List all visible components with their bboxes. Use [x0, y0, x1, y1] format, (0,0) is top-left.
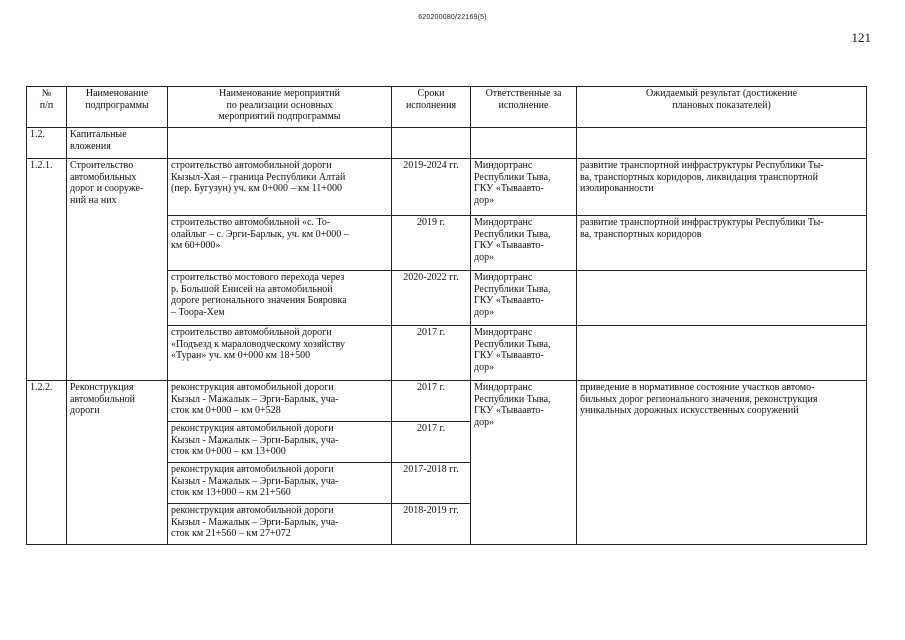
table-row [27, 159, 867, 216]
result-cell: приведение в нормативное состояние участков автомо- бильных дорог регионального значения, реконструкция уникальных дорожных искусственных сооружений [577, 381, 867, 545]
responsible-cell: Миндортранс Республики Тыва, ГКУ «Тываавто- дор» [471, 271, 577, 326]
header-result: Ожидаемый результат (достижение плановых показателей) [577, 87, 867, 128]
term-cell: 2019-2024 гг. [392, 159, 471, 216]
group-num: 1.2.2. [27, 381, 67, 545]
term-cell: 2017 г. [392, 381, 471, 422]
event-cell: реконструкция автомобильной дороги Кызыл - Мажалык – Эрги-Барлык, уча- сток км 13+000 – км 21+560 [168, 463, 392, 504]
section-row [27, 128, 867, 159]
header-events: Наименование мероприятий по реализации основных мероприятий подпрограммы [168, 87, 392, 128]
group-num: 1.2.1. [27, 159, 67, 381]
responsible-cell: Миндортранс Республики Тыва, ГКУ «Тываавто- дор» [471, 216, 577, 271]
group-name: Реконструкция автомобильной дороги [67, 381, 168, 545]
event-cell: строительство автомобильной дороги «Подъезд к мараловодческому хозяйству «Туран» уч. км 0+000 км 18+500 [168, 326, 392, 381]
term-cell: 2018-2019 гг. [392, 504, 471, 545]
section-name: Капитальные вложения [67, 128, 168, 159]
term-cell: 2017 г. [392, 422, 471, 463]
document-code: 620200080/22169(5) [418, 14, 487, 21]
result-cell: развитие транспортной инфраструктуры Республики Ты- ва, транспортных коридоров, ликвидация транспортной изолированности [577, 159, 867, 216]
header-subprogram: Наименование подпрограммы [67, 87, 168, 128]
result-cell [577, 271, 867, 326]
responsible-cell: Миндортранс Республики Тыва, ГКУ «Тываавто- дор» [471, 159, 577, 216]
result-cell [577, 326, 867, 381]
header-num: № п/п [27, 87, 67, 128]
event-cell: реконструкция автомобильной дороги Кызыл - Мажалык – Эрги-Барлык, уча- сток км 0+000 – км 13+000 [168, 422, 392, 463]
result-cell: развитие транспортной инфраструктуры Республики Ты- ва, транспортных коридоров [577, 216, 867, 271]
program-activities-table [26, 86, 867, 545]
term-cell: 2017-2018 гг. [392, 463, 471, 504]
responsible-cell: Миндортранс Республики Тыва, ГКУ «Тываавто- дор» [471, 381, 577, 545]
term-cell: 2017 г. [392, 326, 471, 381]
header-terms: Сроки исполнения [392, 87, 471, 128]
event-cell: строительство автомобильной дороги Кызыл-Хая – граница Республики Алтай (пер. Бугузун) уч. км 0+000 – км 11+000 [168, 159, 392, 216]
header-responsible: Ответственные за исполнение [471, 87, 577, 128]
table-row [27, 381, 867, 422]
term-cell: 2020-2022 гг. [392, 271, 471, 326]
event-cell: реконструкция автомобильной дороги Кызыл - Мажалык – Эрги-Барлык, уча- сток км 0+000 – км 0+528 [168, 381, 392, 422]
group-name: Строительство автомобильных дорог и сооруже- ний на них [67, 159, 168, 381]
event-cell: реконструкция автомобильной дороги Кызыл - Мажалык – Эрги-Барлык, уча- сток км 21+560 – км 27+072 [168, 504, 392, 545]
event-cell: строительство автомобильной «с. То- олайлыг – с. Эрги-Барлык, уч. км 0+000 – км 60+000» [168, 216, 392, 271]
section-num: 1.2. [27, 128, 67, 159]
term-cell: 2019 г. [392, 216, 471, 271]
responsible-cell: Миндортранс Республики Тыва, ГКУ «Тываавто- дор» [471, 326, 577, 381]
event-cell: строительство мостового перехода через р. Большой Енисей на автомобильной дороге регионального значения Бояровка – Тоора-Хем [168, 271, 392, 326]
page-number: 121 [851, 30, 871, 45]
table-header-row [27, 87, 867, 128]
